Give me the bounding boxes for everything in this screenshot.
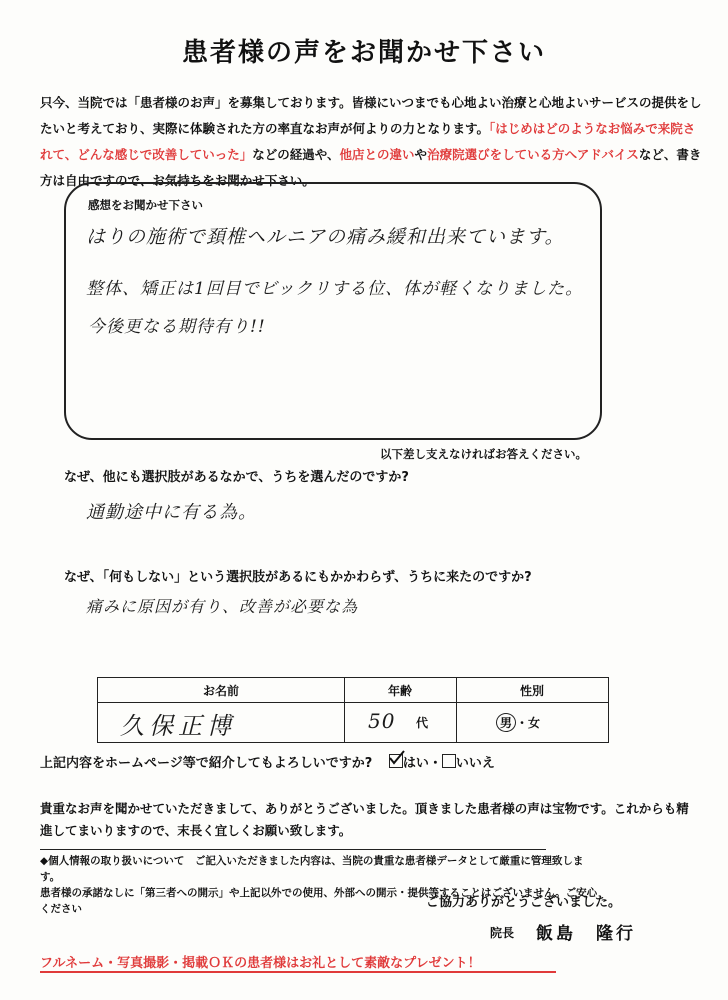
consent-row (40, 752, 495, 771)
gender-header: 性別 (519, 684, 544, 698)
thanks-message: 貴重なお声を聞かせていただきまして、ありがとうございました。頂きました患者様の声は宝物です。これからも精進してまいりますので、末長く宜しくお願い致します。 (40, 801, 689, 838)
checkmark-icon (388, 750, 406, 766)
question-1: なぜ、他にも選択肢があるなかで、うちを選んだのですか? (64, 470, 409, 485)
cooperation-thanks: ご協力ありがとうございました。 (426, 895, 622, 910)
age-header: 年齢 (387, 684, 412, 698)
privacy-line-1: ◆個人情報の取り扱いについて ご記入いただきました内容は、当院の貴重な患者様データとして厳重に管理致します。 (40, 855, 584, 883)
director-title: 院長 (490, 926, 515, 940)
privacy-line-2: 患者様の承諾なしに「第三者への開示」や上記以外での使用、外部への開示・提供等することはございません。ご安心ください (40, 887, 598, 915)
gender-female: 女 (528, 716, 541, 730)
question-2: なぜ、「何もしない」という選択肢があるにもかかわらず、うちに来たのですか? (64, 570, 532, 585)
intro-text (40, 90, 702, 194)
optional-note: 以下差し支えなければお答えください。 (380, 447, 587, 461)
feedback-line-3: 今後更なる期待有り!! (88, 317, 266, 337)
answer-2: 痛みに原因が有り、改善が必要な為 (86, 597, 359, 616)
feedback-line-2: 整体、矯正は1回目でビックリする位、体が軽くなりました。 (86, 279, 584, 299)
gender-options (496, 713, 540, 732)
page-title: 患者様の声をお聞かせ下さい (181, 38, 546, 68)
intro-p2: などの経過や、 (252, 147, 340, 162)
feedback-box (64, 182, 602, 440)
patient-info-table (97, 677, 609, 743)
intro-red-3: 治療院選びをしている方へアドバイス (427, 147, 639, 162)
age-value: 50 (368, 709, 396, 733)
consent-yes-label: はい (402, 756, 429, 771)
consent-no-label: いいえ (455, 756, 495, 771)
feedback-line-1: はりの施術で頚椎ヘルニアの痛み緩和出来ています。 (86, 226, 565, 248)
intro-p4: など、書き方は自由ですので、お気持ちをお聞かせ下さい。 (40, 147, 702, 188)
privacy-divider (40, 849, 546, 850)
intro-red-2: 他店との違い (339, 147, 415, 162)
age-suffix: 代 (416, 716, 429, 730)
consent-separator: ・ (428, 756, 442, 771)
answer-1: 通勤途中に有る為。 (86, 502, 257, 523)
consent-question: 上記内容をホームページ等で紹介してもよろしいですか? (40, 756, 373, 771)
name-value: 久保正博 (120, 712, 236, 740)
gender-male-circled: 男 (496, 713, 516, 732)
consent-no-checkbox[interactable] (442, 754, 456, 768)
name-header: お名前 (202, 684, 239, 698)
feedback-label: 感想をお聞かせ下さい (88, 198, 203, 212)
footer-promo: フルネーム・写真撮影・掲載ＯＫの患者様はお礼として素敵なプレゼント！ (40, 956, 481, 971)
director-name: 飯島 隆行 (536, 924, 636, 944)
intro-p3: や (414, 147, 428, 162)
intro-p1: 只今、当院では「患者様のお声」を募集しております。皆様にいつまでも心地よい治療と心地よいサービスの提供をしたいと考えており、実際に体験された方の率直なお声が何よりの力となります。 (40, 95, 702, 136)
gender-separator: ・ (516, 716, 529, 730)
footer-underline (40, 971, 556, 973)
consent-yes-checkbox[interactable] (389, 754, 403, 768)
intro-red-1: 「はじめはどのようなお悩みで来院されて、どんな感じで改善していった」 (40, 121, 696, 162)
